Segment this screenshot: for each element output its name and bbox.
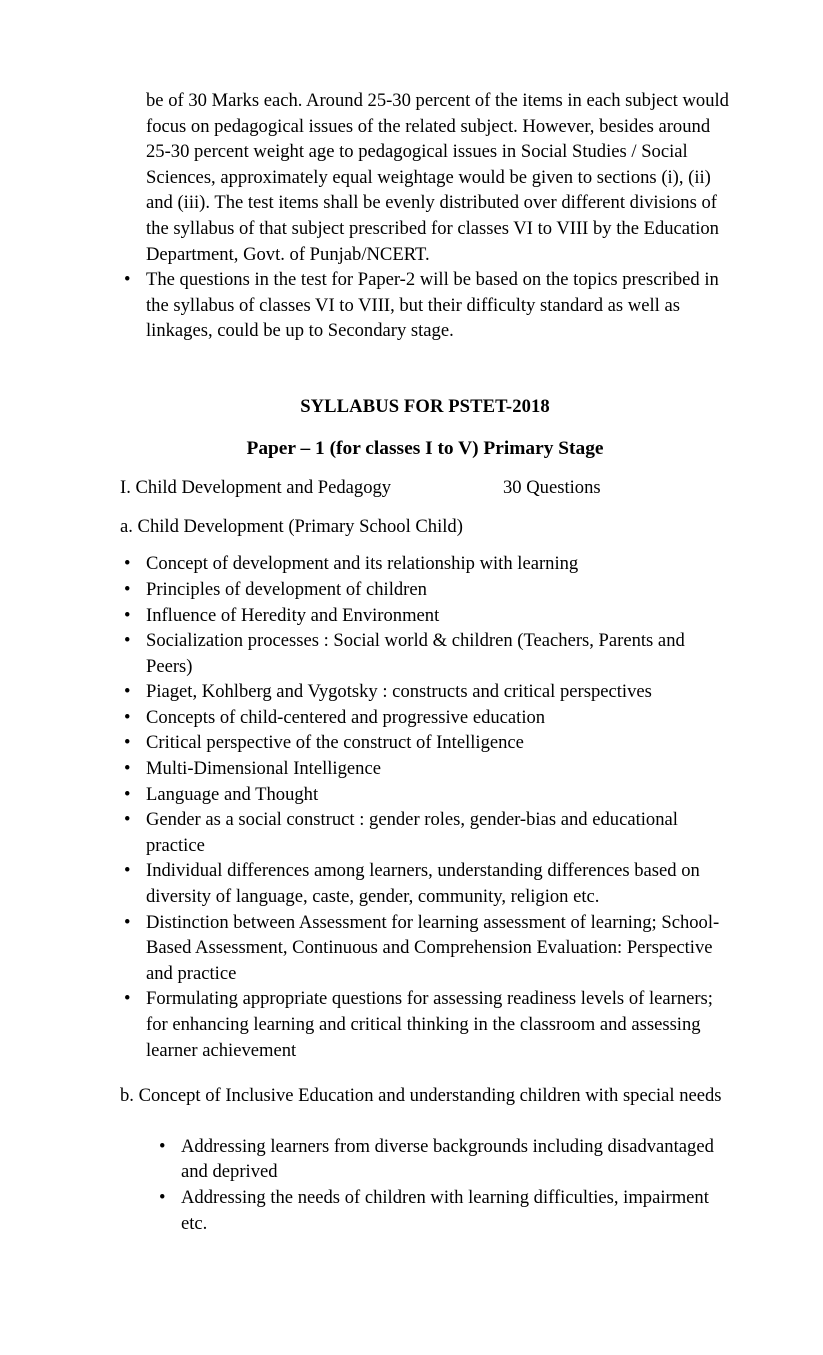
intro-bullet-list bbox=[120, 267, 730, 344]
spacer bbox=[120, 501, 730, 514]
subsection-b-heading: b. Concept of Inclusive Education and understanding children with special needs bbox=[120, 1085, 722, 1107]
spacer bbox=[120, 1063, 730, 1083]
spacer bbox=[120, 420, 730, 436]
spacer bbox=[120, 461, 730, 475]
list-item: • Influence of Heredity and Environment bbox=[120, 603, 730, 629]
document-content bbox=[120, 88, 730, 1236]
list-item: • Formulating appropriate questions for assessing readiness levels of learners; for enhancing learning and critical thinking in the classroom and assessing learner achievement bbox=[120, 986, 730, 1063]
list-item: • Distinction between Assessment for learning assessment of learning; School-Based Assessment, Continuous and Comprehension Evaluation: Perspective and practice bbox=[120, 910, 730, 987]
spacer bbox=[120, 344, 730, 394]
list-item: • Addressing the needs of children with learning difficulties, impairment etc. bbox=[155, 1185, 730, 1236]
spacer bbox=[120, 539, 730, 551]
list-item: • Addressing learners from diverse backgrounds including disadvantaged and deprived bbox=[155, 1134, 730, 1185]
list-item: • Critical perspective of the construct of Intelligence bbox=[120, 730, 730, 756]
spacer bbox=[120, 1109, 730, 1134]
list-item: • Concept of development and its relationship with learning bbox=[120, 551, 730, 577]
page-title: SYLLABUS FOR PSTET-2018 bbox=[300, 395, 550, 417]
list-item: • Concepts of child-centered and progressive education bbox=[120, 705, 730, 731]
section-title: I. Child Development and Pedagogy bbox=[120, 477, 392, 499]
subsection-a-bullet-list bbox=[120, 551, 730, 1063]
section-heading-row bbox=[120, 475, 730, 501]
list-item: • Piaget, Kohlberg and Vygotsky : constructs and critical perspectives bbox=[120, 679, 730, 705]
list-item: • Multi-Dimensional Intelligence bbox=[120, 756, 730, 782]
list-item: • Gender as a social construct : gender roles, gender-bias and educational practice bbox=[120, 807, 730, 858]
subsection-a-heading: a. Child Development (Primary School Child) bbox=[120, 515, 463, 537]
list-item: • Socialization processes : Social world & children (Teachers, Parents and Peers) bbox=[120, 628, 730, 679]
subsection-b-bullet-list bbox=[120, 1134, 730, 1236]
list-item: • The questions in the test for Paper-2 will be based on the topics prescribed in the syllabus of classes VI to VIII, but their difficulty standard as well as linkages, could be up to Secondary stage. bbox=[120, 267, 730, 344]
page-subtitle: Paper – 1 (for classes I to V) Primary Stage bbox=[246, 437, 604, 459]
list-item: • Principles of development of children bbox=[120, 577, 730, 603]
list-item: • Individual differences among learners, understanding differences based on diversity of language, caste, gender, community, religion etc. bbox=[120, 858, 730, 909]
list-item: • Language and Thought bbox=[120, 782, 730, 808]
section-question-count: 30 Questions bbox=[503, 477, 601, 499]
continued-paragraph: be of 30 Marks each. Around 25-30 percent of the items in each subject would focus on pedagogical issues of the related subject. However, besides around 25-30 percent weight age to pedagogical issues in Social Studies / Social Sciences, approximately equal weightage would be given to sections (i), (ii) and (iii). The test items shall be evenly distributed over different divisions of the syllabus of that subject prescribed for classes VI to VIII by the Education Department, Govt. of Punjab/NCERT. bbox=[146, 90, 729, 265]
